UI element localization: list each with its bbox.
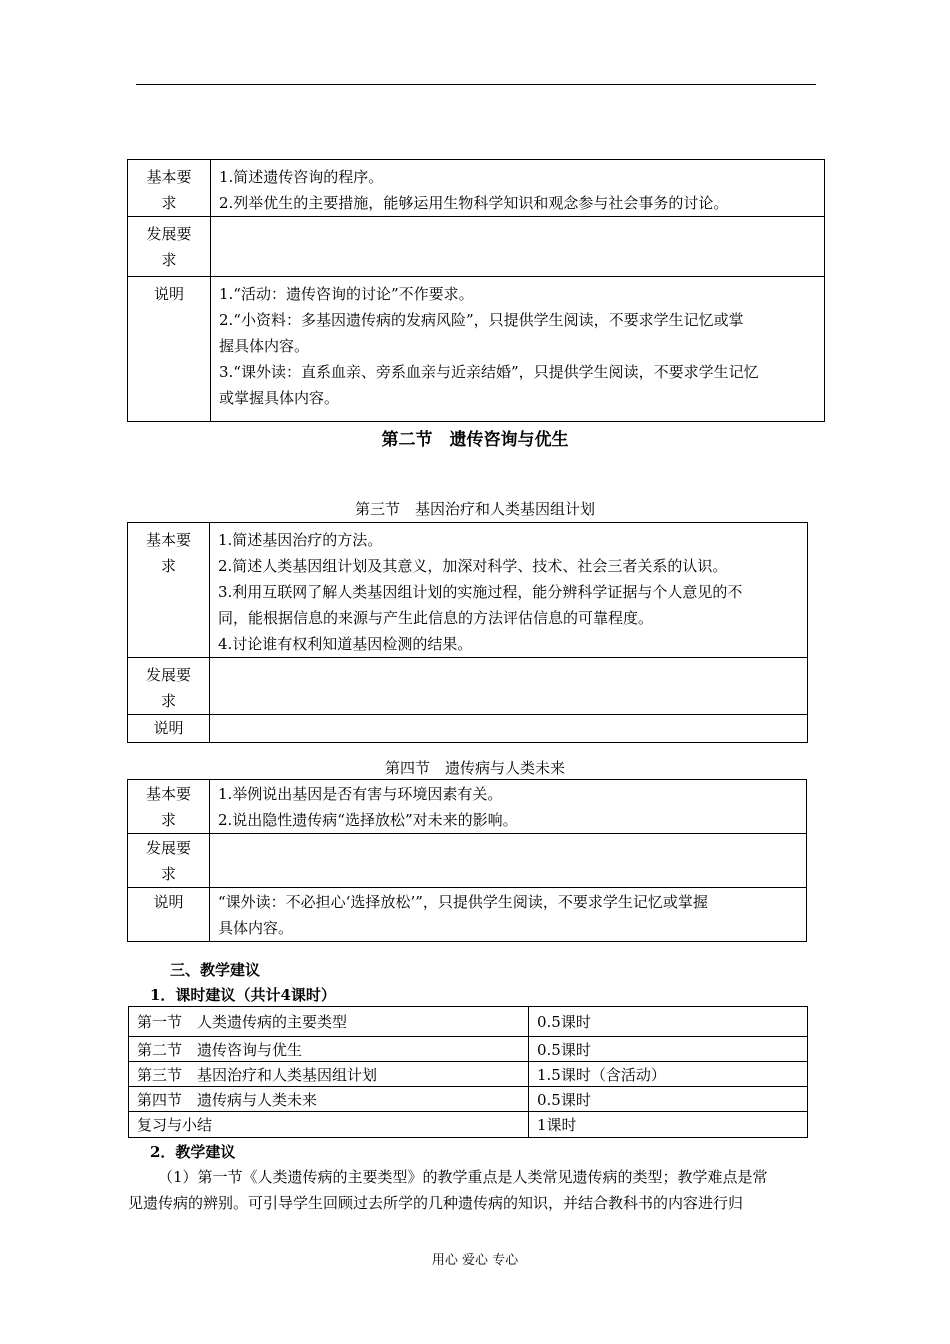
hours-value-cell: 0.5课时 — [529, 1087, 808, 1112]
requirements-table-section2 — [127, 159, 825, 422]
table-row — [129, 1112, 808, 1138]
row-content: 1.简述遗传咨询的程序。 2.列举优生的主要措施，能够运用生物科学知识和观念参与社会事务的讨论。 — [211, 160, 825, 217]
hours-section-cell: 第一节 人类遗传病的主要类型 — [129, 1007, 529, 1037]
table-row — [128, 834, 807, 888]
section-three-title: 三、教学建议 — [170, 961, 261, 979]
requirements-table-section4 — [127, 779, 807, 942]
subsection-one-title: 1．课时建议（共计4课时） — [150, 986, 336, 1004]
row-content — [210, 834, 807, 888]
table-row — [128, 523, 808, 658]
row-content — [210, 715, 808, 743]
table-row — [128, 780, 807, 834]
row-label: 发展要 求 — [128, 217, 211, 277]
row-label: 发展要 求 — [128, 658, 210, 715]
table-row — [128, 658, 808, 715]
table-row — [128, 888, 807, 942]
requirements-table-section3 — [127, 522, 808, 743]
table-row — [129, 1007, 808, 1037]
table-row — [128, 217, 825, 277]
table-row — [128, 277, 825, 422]
table-row — [129, 1062, 808, 1087]
teaching-suggestion-paragraph: （1）第一节《人类遗传病的主要类型》的教学重点是人类常见遗传病的类型；教学难点是常 见遗传病的辨别。可引导学生回顾过去所学的几种遗传病的知识，并结合教科书的内容进行归 — [128, 1168, 768, 1212]
row-label: 基本要 求 — [128, 780, 210, 834]
row-label: 说明 — [128, 888, 210, 942]
row-label: 说明 — [128, 277, 211, 422]
hours-section-cell: 第四节 遗传病与人类未来 — [129, 1087, 529, 1112]
page-footer: 用心 爱心 专心 — [431, 1253, 519, 1268]
row-content: 1.举例说出基因是否有害与环境因素有关。 2.说出隐性遗传病“选择放松”对未来的影响。 — [210, 780, 807, 834]
section4-heading: 第四节 遗传病与人类未来 — [384, 759, 565, 777]
table-row — [129, 1087, 808, 1112]
row-label: 基本要 求 — [128, 523, 210, 658]
row-label: 基本要 求 — [128, 160, 211, 217]
row-label: 发展要 求 — [128, 834, 210, 888]
hours-value-cell: 1.5课时（含活动） — [529, 1062, 808, 1087]
table-row — [128, 715, 808, 743]
hours-section-cell: 第二节 遗传咨询与优生 — [129, 1037, 529, 1062]
row-content: “课外读：不必担心‘选择放松’”，只提供学生阅读，不要求学生记忆或掌握 具体内容。 — [210, 888, 807, 942]
table-row — [128, 160, 825, 217]
row-label: 说明 — [128, 715, 210, 743]
table-row — [129, 1037, 808, 1062]
header-rule — [136, 84, 816, 85]
row-content: 1.“活动：遗传咨询的讨论”不作要求。 2.“小资料：多基因遗传病的发病风险”，只提供学生阅读，不要求学生记忆或掌 握具体内容。 3.“课外读：直系血亲、旁系血亲与近亲结婚”，只提供学生阅读，不要求学生记忆 或掌握具体内容。 — [211, 277, 825, 422]
section2-heading: 第二节 遗传咨询与优生 — [381, 430, 569, 450]
hours-value-cell: 0.5课时 — [529, 1007, 808, 1037]
hours-value-cell: 0.5课时 — [529, 1037, 808, 1062]
hours-section-cell: 复习与小结 — [129, 1112, 529, 1138]
row-content — [210, 658, 808, 715]
section3-heading: 第三节 基因治疗和人类基因组计划 — [354, 500, 595, 518]
hours-section-cell: 第三节 基因治疗和人类基因组计划 — [129, 1062, 529, 1087]
subsection-two-title: 2．教学建议 — [150, 1143, 236, 1161]
lesson-hours-table — [128, 1006, 808, 1138]
row-content — [211, 217, 825, 277]
hours-value-cell: 1课时 — [529, 1112, 808, 1138]
row-content: 1.简述基因治疗的方法。 2.简述人类基因组计划及其意义，加深对科学、技术、社会三者关系的认识。 3.利用互联网了解人类基因组计划的实施过程，能分辨科学证据与个人意见的不 同，能根据信息的来源与产生此信息的方法评估信息的可靠程度。 4.讨论谁有权利知道基因检测的结果。 — [210, 523, 808, 658]
